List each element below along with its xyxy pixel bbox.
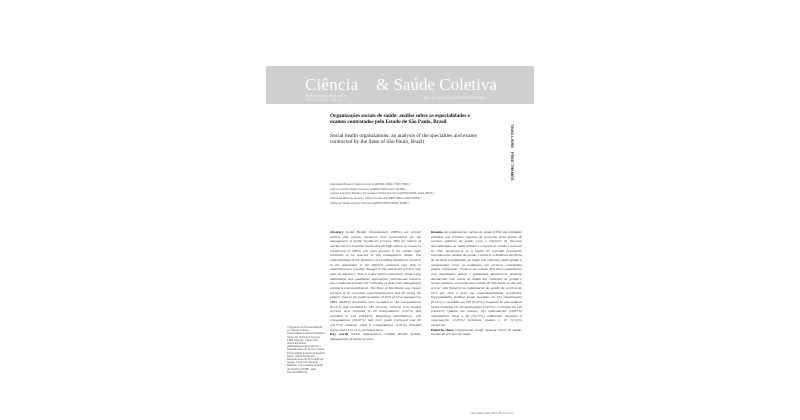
section-label: TEMA LIVRE — [510, 124, 515, 149]
author-affiliations: ¹ Programa de Pós-Graduação em Saúde Coletiva, Universidade Federal do Espírito Santo. Av. Marechal Campos 1468, Maruípe. 29047-105 Vitória ES Brasil. gabriellabigocci@gmail.com ² Departamento de Serviço Social, Universidade Federal do Espírito Santo. Vitória ES Brasil. ³ Departamento de Promoção da Saúde, Centro de Ciências Médicas, Universidade Federal da Paraíba (UFPB). João Pessoa PB Brasil. — [287, 326, 325, 374]
article-title: Organizações sociais de saúde: análise sobre as especialidades e exames contratados pelo Estado de São Paulo, Brasil — [330, 113, 470, 126]
page-footer: Cien Saude Colet 2023; 28:xxxx-xxxx — [470, 412, 514, 415]
author-item[interactable]: Leticia Forcioni Martins Fernandes (https://orcid.org/0000-0003-4113-4817) ¹ — [330, 191, 435, 196]
journal-meta — [305, 94, 347, 102]
author-item[interactable]: Gabriella Bigocci (https://orcid.org/0000-0002-7728-7839) ¹ — [330, 182, 411, 186]
resumo-text: As organizações sociais de saúde (OSS) são entidades privadas que recebem repasses de governos para gestão de serviços públicos de saúde. Com o histórico de interesse mercadológico na saúde pública e o aporte de volumes recursos às OSS, questiona-se se a lógica de mercado permanece inserida nesse modelo de gestão. Conhecer a dinâmica da oferta de serviços à população ao longo dos contratos pode ajudar a compreender como as mudanças nos serviços contratados podem influenciar. Trata-se de estudo descritivo-exploratório com abordagens quanti e qualitativa. Realizou-se pesquisa documental com coleta de dados dos contratos de gestão e termos aditivos. A escolha pelo estado de São Paulo se deu por seu ter sido pioneiro na implantação da gestão de serviços do SUS por OSS e pela sua representatividade econômica. Especialidades médicas foram incluídas em 164 repactuações (6,14%) e excluídas em 187 (6,24%), enquanto as não médicas foram incluídas em 20 repactuações (2,87%) e excluídas em 146 (18,44%). Quanto aos exames, 101 repactuações (16,07%) aumentaram metas e 60 (10,77%) reduziram; enquanto 8 repactuações (1,07%) incluíram exames e 13 (2,14%) excluíram. — [431, 230, 522, 328]
author-item[interactable]: Fabiana Tavitus (https://orcid.org/0000-0002-5291-3336) ¹ — [330, 200, 410, 205]
palavras-chave-text: Organização social, Sistema Único de Saúde, Gestão de serviços de saúde — [431, 327, 522, 337]
journal-name-part1: Ciência — [305, 75, 359, 94]
abstract-english — [330, 230, 421, 342]
journal-banner — [266, 66, 534, 104]
keywords-text: Social organization, Unified Health System, Management of health services — [330, 332, 421, 342]
palavras-chave-label: Palavras-chave — [431, 327, 454, 332]
journal-doi[interactable]: DOI: 10.1590/1413-81232023286.00000000 — [424, 96, 487, 100]
resumo-label: Resumo — [431, 230, 444, 234]
keywords-label: Key words — [330, 332, 349, 337]
journal-issn: ISSN 1413-8123. v.28 n.6 — [305, 98, 342, 102]
author-item[interactable]: Franco Sodré (https://orcid.org/0000-0003-4077-9788) ² — [330, 186, 407, 191]
abstract-label: Abstract — [330, 230, 344, 234]
abstract-portuguese — [431, 230, 522, 337]
journal-name-part2: & Saúde Coletiva — [376, 75, 497, 94]
abstract-text: Social Health Organizations (SHOs) are private entities that receive resources from governments for the management of public healthcare services. With the history of market interest in public health and the high volume of resources transferred to SHOs, one must question if the market logic continues to be inserted in this management model. The understanding of the dynamics of providing healthcare services to the population in the different contracts may help to understand how possible changes in the contracted services may have an influence. This is a descriptive-exploratory study using quantitative and qualitative approaches. Documental research was conducted through the collection of data from management contracts and amendments. The State of São Paulo was chosen because of its economic representativeness and for being the pioneer state in the implementation of SUS services managed by SHO. Medical specialties were included in 164 renegotiations (6.14%) and excluded in 187 (6.24%), whereas tests studied services were included in 20 renegotiations (2.87%) and excluded in 146 (18.44%). Regarding examinations, 100 renegotiations (16.07%) had their goals increased and 60 (10.77%) reduced, while 8 renegotiations (1.07%) included exams and 13 (2.14%) excluded them. — [330, 230, 422, 332]
author-item[interactable]: Gabriella Barreto Soares (https://orcid.org/0000-0002-1202-9159) ¹ — [330, 196, 422, 201]
journal-site[interactable]: cienciaesaudecoletiva.com.br — [305, 94, 347, 98]
article-subtitle: Social health organizations: an analysis of the specialties and exams contracted by the State of São Paulo, Brazil — [330, 133, 477, 146]
section-label-en: FREE THEMES — [510, 152, 515, 181]
author-list — [330, 182, 435, 206]
